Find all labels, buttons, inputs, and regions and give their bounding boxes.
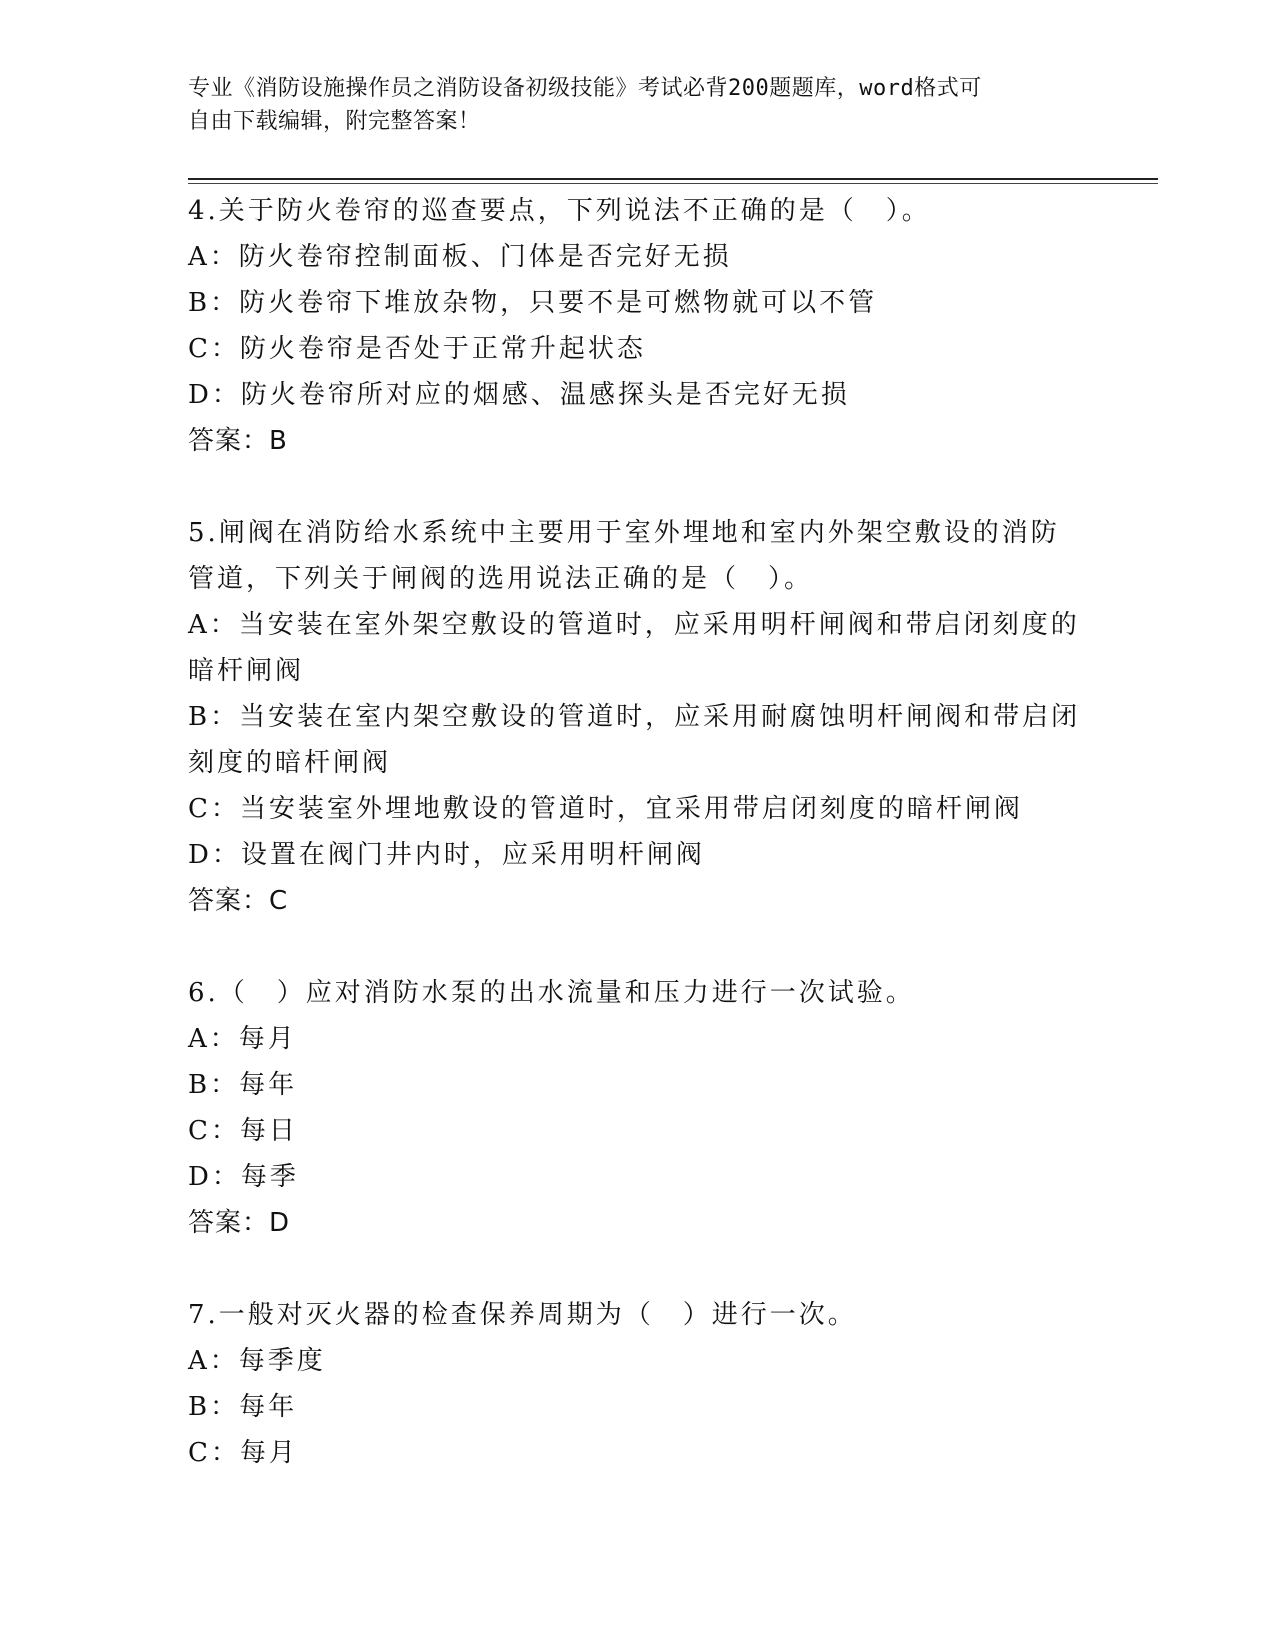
question-block — [188, 970, 1088, 1246]
answer-option: D：防火卷帘所对应的烟感、温感探头是否完好无损 — [188, 380, 850, 410]
question-stem: 7.一般对灭火器的检查保养周期为（ ）进行一次。 — [188, 1300, 857, 1330]
answer-option: 刻度的暗杆闸阀 — [188, 748, 392, 778]
answer-option: A：每季度 — [188, 1346, 326, 1376]
answer-option: C：每月 — [188, 1438, 298, 1468]
question-stem: 6.（ ）应对消防水泵的出水流量和压力进行一次试验。 — [188, 978, 915, 1008]
answer-option: A：防火卷帘控制面板、门体是否完好无损 — [188, 242, 732, 272]
header-divider-thick — [188, 178, 1158, 180]
question-list — [188, 188, 1088, 1476]
answer-option: B：每年 — [188, 1392, 298, 1422]
header-line-1: 专业《消防设施操作员之消防设备初级技能》考试必背200题题库，word格式可 — [188, 76, 982, 101]
question-stem: 管道，下列关于闸阀的选用说法正确的是（ ）。 — [188, 564, 814, 594]
question-block — [188, 510, 1088, 924]
answer-option: C：防火卷帘是否处于正常升起状态 — [188, 334, 646, 364]
question-stem: 4.关于防火卷帘的巡查要点，下列说法不正确的是（ ）。 — [188, 196, 931, 226]
question-block — [188, 188, 1088, 464]
question-stem: 5.闸阀在消防给水系统中主要用于室外埋地和室内外架空敷设的消防 — [188, 518, 1060, 548]
answer-option: C：每日 — [188, 1116, 298, 1146]
correct-answer: 答案：D — [188, 1208, 291, 1238]
question-spacer — [188, 464, 1088, 510]
question-spacer — [188, 1246, 1088, 1292]
answer-option: D：设置在阀门井内时，应采用明杆闸阀 — [188, 840, 705, 870]
answer-option: A：当安装在室外架空敷设的管道时，应采用明杆闸阀和带启闭刻度的 — [188, 610, 1080, 640]
answer-option: A：每月 — [188, 1024, 297, 1054]
answer-option: B：防火卷帘下堆放杂物，只要不是可燃物就可以不管 — [188, 288, 878, 318]
header-line-2: 自由下载编辑，附完整答案！ — [188, 109, 481, 134]
answer-option: B：当安装在室内架空敷设的管道时，应采用耐腐蚀明杆闸阀和带启闭 — [188, 702, 1081, 732]
answer-option: D：每季 — [188, 1162, 299, 1192]
answer-option: B：每年 — [188, 1070, 298, 1100]
answer-option: C：当安装室外埋地敷设的管道时，宜采用带启闭刻度的暗杆闸阀 — [188, 794, 1023, 824]
question-spacer — [188, 924, 1088, 970]
document-header — [188, 72, 1088, 138]
question-block — [188, 1292, 1088, 1476]
header-divider-thin — [188, 183, 1158, 184]
correct-answer: 答案：C — [188, 886, 289, 916]
correct-answer: 答案：B — [188, 426, 288, 456]
answer-option: 暗杆闸阀 — [188, 656, 305, 686]
